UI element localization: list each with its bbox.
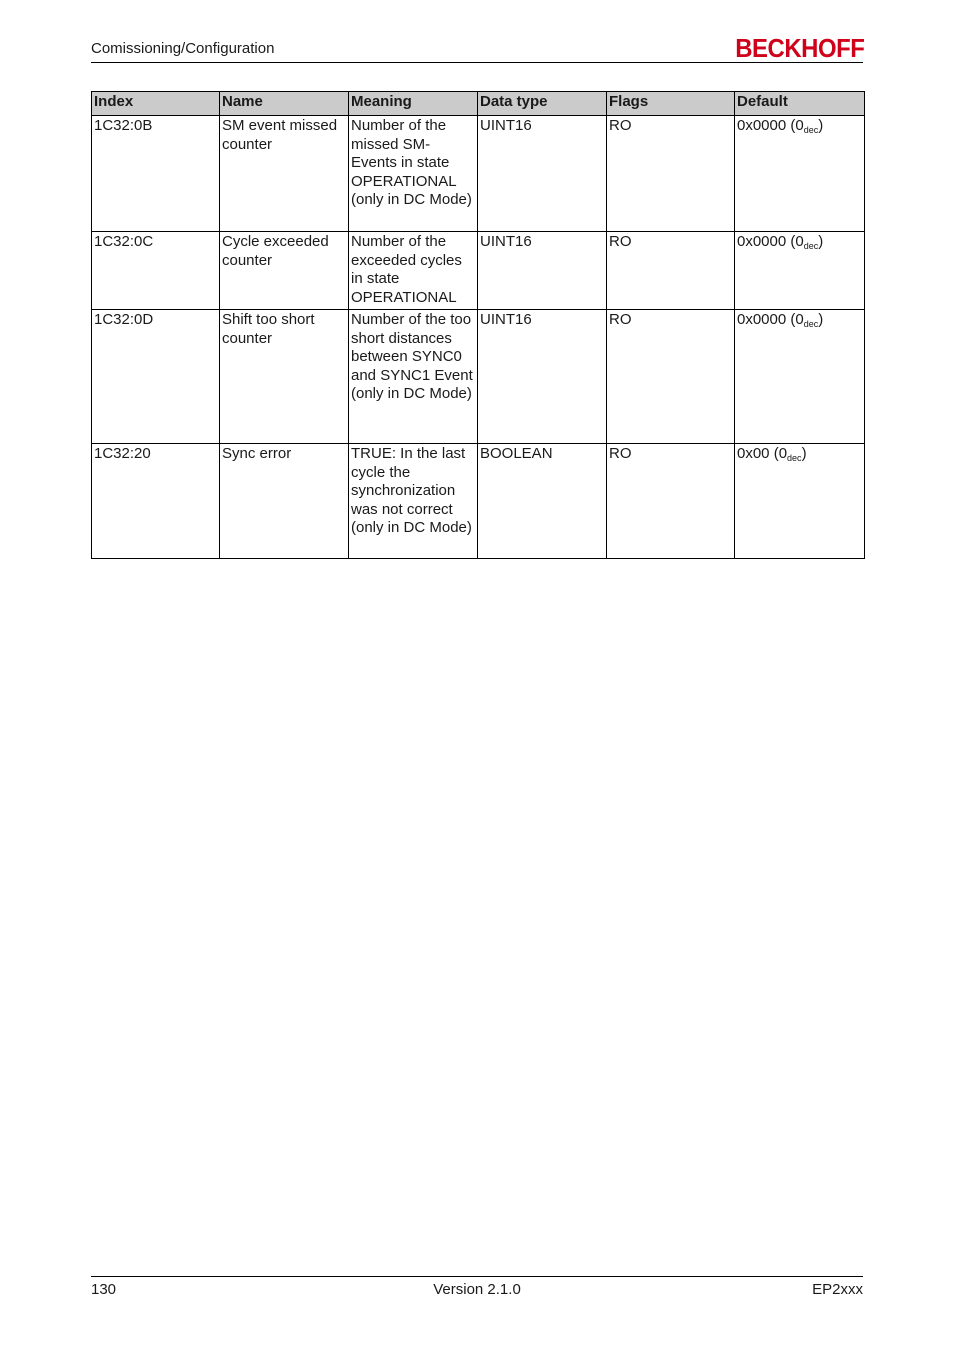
beckhoff-logo: BECKHOFF [734,33,864,63]
cell-default [735,232,865,310]
cell-data-type: UINT16 [478,232,607,310]
cell-data-type: UINT16 [478,310,607,444]
cell-name: Shift too short counter [220,310,349,444]
cell-name: Cycle exceeded counter [220,232,349,310]
page-header-title: Comissioning/Configuration [91,40,275,57]
default-subscript: dec [803,319,819,329]
cell-default [735,310,865,444]
default-close: ) [818,233,824,250]
table-header-row [92,92,865,116]
cell-index: 1C32:20 [92,444,220,559]
default-value: 0x0000 (0 [737,117,804,134]
cell-index: 1C32:0C [92,232,220,310]
default-subscript: dec [803,125,819,135]
cell-name: SM event missed counter [220,116,349,232]
object-dictionary-table [91,91,865,559]
cell-flags: RO [607,116,735,232]
default-subscript: dec [803,241,819,251]
column-header-meaning: Meaning [349,92,478,116]
product-name: EP2xxx [812,1281,863,1298]
default-value: 0x00 (0 [737,445,788,462]
page-number: 130 [91,1281,117,1298]
column-header-flags: Flags [607,92,735,116]
default-close: ) [818,311,824,328]
document-version: Version 2.1.0 [433,1281,521,1298]
cell-meaning: Number of the exceeded cycles in state OPERATIONAL [349,232,478,310]
column-header-default: Default [735,92,865,116]
cell-default [735,444,865,559]
footer-divider [91,1276,863,1277]
cell-index: 1C32:0D [92,310,220,444]
table-row [92,232,865,310]
cell-meaning: TRUE: In the last cycle the synchronization was not correct (only in DC Mode) [349,444,478,559]
table-row [92,310,865,444]
cell-flags: RO [607,444,735,559]
column-header-data-type: Data type [478,92,607,116]
cell-flags: RO [607,310,735,444]
default-value: 0x0000 (0 [737,311,804,328]
column-header-index: Index [92,92,220,116]
cell-data-type: BOOLEAN [478,444,607,559]
cell-index: 1C32:0B [92,116,220,232]
cell-meaning: Number of the missed SM-Events in state OPERATIONAL (only in DC Mode) [349,116,478,232]
cell-name: Sync error [220,444,349,559]
column-header-name: Name [220,92,349,116]
default-subscript: dec [787,453,802,463]
default-value: 0x0000 (0 [737,233,804,250]
header-divider [91,62,863,63]
cell-flags: RO [607,232,735,310]
default-close: ) [818,117,824,134]
cell-meaning: Number of the too short distances between SYNC0 and SYNC1 Event (only in DC Mode) [349,310,478,444]
table-row [92,116,865,232]
default-close: ) [801,445,807,462]
cell-default [735,116,865,232]
table-row [92,444,865,559]
cell-data-type: UINT16 [478,116,607,232]
